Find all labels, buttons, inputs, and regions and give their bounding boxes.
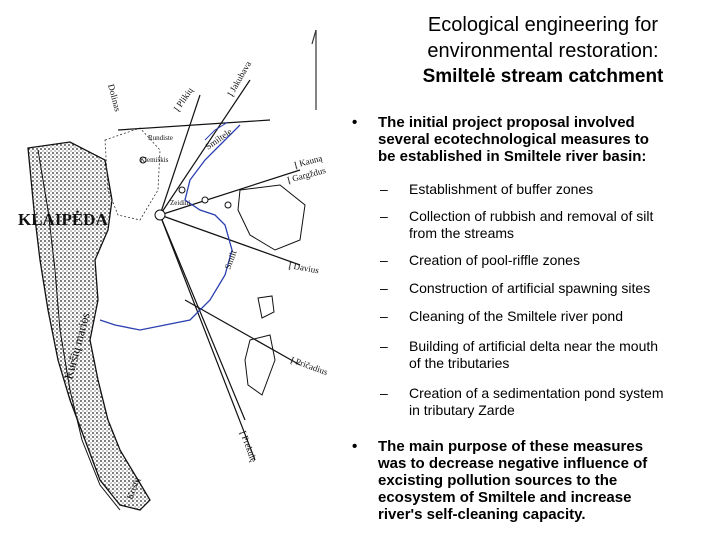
label-prekule: Į Prekulę [238, 429, 259, 464]
title-line-2: environmental restoration: [427, 40, 659, 62]
bullet-text [378, 438, 647, 523]
bullet-line: ecosystem of Smiltele and increase [378, 489, 632, 506]
bullet-line: The main purpose of these measures [378, 438, 644, 455]
north-arrow-icon [312, 30, 316, 110]
subitem-line: Creation of pool-riffle zones [409, 252, 580, 268]
subitem-line: Collection of rubbish and removal of silt [409, 208, 654, 224]
bullet-line: river's self-cleaning capacity. [378, 506, 586, 523]
bullet-line: was to decrease negative influence of [378, 455, 648, 472]
subitem-line: of the tributaries [409, 355, 510, 371]
subitem-line: in tributary Zarde [409, 402, 515, 418]
forest-patch [238, 185, 305, 250]
subitem-marker: – [380, 338, 388, 354]
subitem-line: Establishment of buffer zones [409, 181, 594, 197]
subitem-line: Construction of artificial spawning sites [409, 280, 651, 296]
label-smilt-side: Smilt [222, 248, 239, 271]
label-ziedini: Zeidini [170, 199, 191, 207]
city-label: KLAIPĖDA [18, 210, 108, 229]
title-line-3: Smiltelė stream catchment [422, 66, 664, 87]
label-rundiste: Rundiste [148, 134, 173, 142]
bullet-marker: • [352, 114, 358, 131]
bullet-line: be established in Smiltele river basin: [378, 148, 647, 165]
label-pricadius: Į Pričadius [289, 354, 330, 378]
subitem-marker: – [380, 208, 388, 224]
slide-title [380, 12, 706, 90]
bullet-1 [352, 114, 702, 168]
label-dolinas: Dolinas [106, 82, 123, 113]
label-jakubava: Į Jakubava [225, 59, 254, 98]
label-kursiu-marios: Kuršių marios [61, 311, 93, 381]
label-smiltele: Smiltele [203, 126, 234, 152]
bullet-line: several ecotechnological measures to [378, 131, 649, 148]
label-kleniskis: Klemiškis [140, 156, 169, 164]
forest-patch-2 [245, 335, 275, 395]
subitem-marker: – [380, 181, 388, 197]
catchment-map [0, 0, 340, 540]
bullet-line: excisting pollution sources to the [378, 472, 618, 489]
subitem-line: from the streams [409, 225, 515, 241]
subitem-line: Cleaning of the Smiltele river pond [409, 308, 624, 324]
subitem-marker: – [380, 252, 388, 268]
bullet-marker: • [352, 438, 358, 455]
smiltele-river [100, 125, 240, 330]
subitem-marker: – [380, 308, 388, 324]
subitem-line: Creation of a sedimentation pond system [409, 385, 664, 401]
title-line-1: Ecological engineering for [427, 14, 659, 36]
roads [118, 80, 300, 460]
label-kristu: Kristų [124, 476, 142, 501]
label-gargzdus: Į Gargždus [285, 165, 327, 185]
subitem-marker: – [380, 385, 388, 401]
bullet-2 [352, 438, 702, 530]
village-markers [140, 157, 231, 220]
subitem-line: Building of artificial delta near the mouth [409, 338, 659, 354]
label-kaunas: Į Kauną [292, 152, 324, 170]
label-davius: Į Davius [287, 260, 320, 276]
forest-patch-3 [258, 296, 274, 318]
subitem-marker: – [380, 280, 388, 296]
bullet-text [378, 114, 649, 165]
bullet-line: The initial project proposal involved [378, 114, 635, 131]
label-plikiu: Į Plikių [171, 85, 195, 114]
